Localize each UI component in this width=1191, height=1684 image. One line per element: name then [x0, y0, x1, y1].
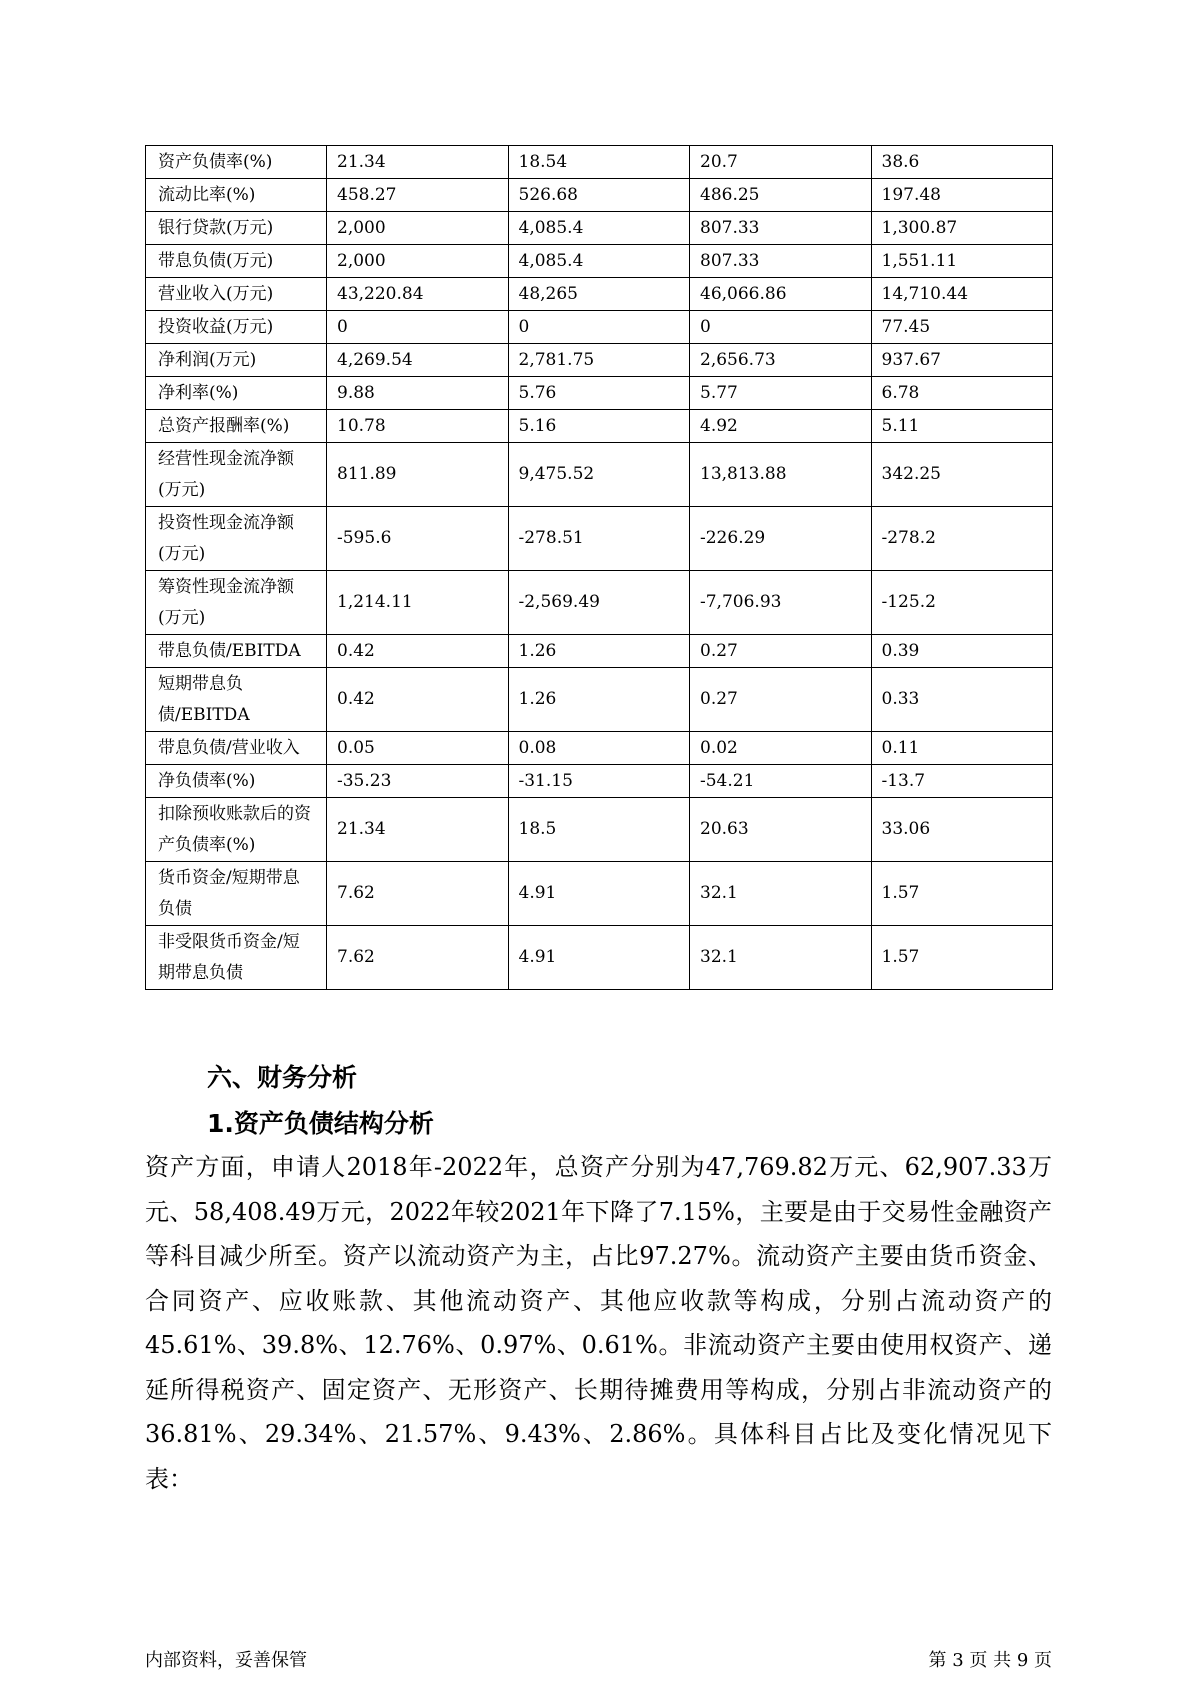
table-cell: 811.89	[327, 443, 509, 507]
row-label: 银行贷款(万元)	[146, 212, 327, 245]
section-heading: 六、财务分析	[207, 1063, 358, 1092]
table-cell: 5.11	[871, 410, 1053, 443]
row-label: 流动比率(%)	[146, 179, 327, 212]
table-cell: -35.23	[327, 765, 509, 798]
table-cell: 0.27	[690, 668, 872, 732]
row-label: 投资性现金流净额(万元)	[146, 507, 327, 571]
table-cell: -278.51	[508, 507, 690, 571]
table-cell: 2,000	[327, 212, 509, 245]
table-cell: 4,085.4	[508, 212, 690, 245]
row-label: 短期带息负债/EBITDA	[146, 668, 327, 732]
table-cell: 0.42	[327, 635, 509, 668]
table-cell: 0.05	[327, 732, 509, 765]
table-cell: 14,710.44	[871, 278, 1053, 311]
table-cell: -595.6	[327, 507, 509, 571]
table-row	[146, 245, 1053, 278]
row-label: 带息负债/EBITDA	[146, 635, 327, 668]
table-cell: 2,656.73	[690, 344, 872, 377]
table-cell: 1,551.11	[871, 245, 1053, 278]
table-cell: 4,085.4	[508, 245, 690, 278]
table-row	[146, 410, 1053, 443]
table-cell: 77.45	[871, 311, 1053, 344]
row-label: 净利润(万元)	[146, 344, 327, 377]
row-label: 非受限货币资金/短期带息负债	[146, 926, 327, 990]
table-cell: 32.1	[690, 862, 872, 926]
table-cell: 18.54	[508, 146, 690, 179]
row-label: 扣除预收账款后的资产负债率(%)	[146, 798, 327, 862]
table-cell: 1,214.11	[327, 571, 509, 635]
table-cell: 10.78	[327, 410, 509, 443]
table-row	[146, 212, 1053, 245]
table-cell: -31.15	[508, 765, 690, 798]
row-label: 营业收入(万元)	[146, 278, 327, 311]
table-cell: 0	[690, 311, 872, 344]
table-cell: 4.91	[508, 926, 690, 990]
table-cell: 9,475.52	[508, 443, 690, 507]
table-cell: 7.62	[327, 926, 509, 990]
table-cell: 0.42	[327, 668, 509, 732]
asset-analysis-paragraph: 资产方面，申请人2018年-2022年，总资产分别为47,769.82万元、62,907.33万元、58,408.49万元，2022年较2021年下降了7.15%，主要是由于交易性金融资产等科目减少所至。资产以流动资产为主，占比97.27%。流动资产主要由货币资金、合同资产、应收账款、其他流动资产、其他应收款等构成，分别占流动资产的45.61%、39.8%、12.76%、0.97%、0.61%。非流动资产主要由使用权资产、递延所得税资产、固定资产、无形资产、长期待摊费用等构成，分别占非流动资产的36.81%、29.34%、21.57%、9.43%、2.86%。具体科目占比及变化情况见下表：	[145, 1153, 1052, 1493]
table-cell: 342.25	[871, 443, 1053, 507]
table-cell: 6.78	[871, 377, 1053, 410]
table-cell: 7.62	[327, 862, 509, 926]
table-cell: 0.02	[690, 732, 872, 765]
row-label: 货币资金/短期带息负债	[146, 862, 327, 926]
table-cell: 21.34	[327, 146, 509, 179]
table-cell: 2,781.75	[508, 344, 690, 377]
table-cell: 0	[327, 311, 509, 344]
table-cell: 38.6	[871, 146, 1053, 179]
table-cell: 1.26	[508, 668, 690, 732]
table-cell: 32.1	[690, 926, 872, 990]
table-cell: -2,569.49	[508, 571, 690, 635]
table-cell: 1.57	[871, 926, 1053, 990]
row-label: 经营性现金流净额(万元)	[146, 443, 327, 507]
table-cell: 807.33	[690, 245, 872, 278]
table-row	[146, 732, 1053, 765]
table-row	[146, 179, 1053, 212]
table-row	[146, 344, 1053, 377]
table-cell: 0	[508, 311, 690, 344]
table-cell: 0.08	[508, 732, 690, 765]
table-row	[146, 668, 1053, 732]
row-label: 带息负债(万元)	[146, 245, 327, 278]
table-row	[146, 507, 1053, 571]
table-cell: 4.91	[508, 862, 690, 926]
table-cell: -226.29	[690, 507, 872, 571]
table-cell: 33.06	[871, 798, 1053, 862]
table-row	[146, 377, 1053, 410]
table-cell: 486.25	[690, 179, 872, 212]
table-cell: 4,269.54	[327, 344, 509, 377]
table-cell: 20.7	[690, 146, 872, 179]
table-cell: 0.33	[871, 668, 1053, 732]
table-cell: 0.27	[690, 635, 872, 668]
table-row	[146, 926, 1053, 990]
table-cell: 5.77	[690, 377, 872, 410]
table-row	[146, 571, 1053, 635]
subsection-heading: 1.资产负债结构分析	[207, 1109, 434, 1138]
table-cell: 9.88	[327, 377, 509, 410]
table-cell: -125.2	[871, 571, 1053, 635]
row-label: 资产负债率(%)	[146, 146, 327, 179]
table-row	[146, 311, 1053, 344]
table-cell: 5.16	[508, 410, 690, 443]
table-cell: -54.21	[690, 765, 872, 798]
table-cell: 0.39	[871, 635, 1053, 668]
table-cell: -7,706.93	[690, 571, 872, 635]
row-label: 净负债率(%)	[146, 765, 327, 798]
table-cell: 526.68	[508, 179, 690, 212]
table-row	[146, 798, 1053, 862]
table-cell: 197.48	[871, 179, 1053, 212]
table-cell: -13.7	[871, 765, 1053, 798]
table-cell: 13,813.88	[690, 443, 872, 507]
table-row	[146, 765, 1053, 798]
table-cell: 937.67	[871, 344, 1053, 377]
footer-confidential-note: 内部资料，妥善保管	[145, 1650, 307, 1671]
row-label: 带息负债/营业收入	[146, 732, 327, 765]
table-cell: 1.26	[508, 635, 690, 668]
footer-page-number: 第 3 页 共 9 页	[928, 1650, 1052, 1671]
table-cell: 48,265	[508, 278, 690, 311]
row-label: 净利率(%)	[146, 377, 327, 410]
table-row	[146, 862, 1053, 926]
table-cell: -278.2	[871, 507, 1053, 571]
table-row	[146, 635, 1053, 668]
table-cell: 0.11	[871, 732, 1053, 765]
table-row	[146, 146, 1053, 179]
table-cell: 18.5	[508, 798, 690, 862]
table-cell: 5.76	[508, 377, 690, 410]
financial-indicators-table	[145, 145, 1053, 990]
table-cell: 1.57	[871, 862, 1053, 926]
row-label: 筹资性现金流净额(万元)	[146, 571, 327, 635]
table-cell: 4.92	[690, 410, 872, 443]
table-cell: 46,066.86	[690, 278, 872, 311]
table-cell: 2,000	[327, 245, 509, 278]
row-label: 投资收益(万元)	[146, 311, 327, 344]
table-cell: 43,220.84	[327, 278, 509, 311]
table-cell: 458.27	[327, 179, 509, 212]
table-cell: 807.33	[690, 212, 872, 245]
row-label: 总资产报酬率(%)	[146, 410, 327, 443]
table-cell: 1,300.87	[871, 212, 1053, 245]
table-cell: 21.34	[327, 798, 509, 862]
table-cell: 20.63	[690, 798, 872, 862]
table-row	[146, 443, 1053, 507]
table-row	[146, 278, 1053, 311]
